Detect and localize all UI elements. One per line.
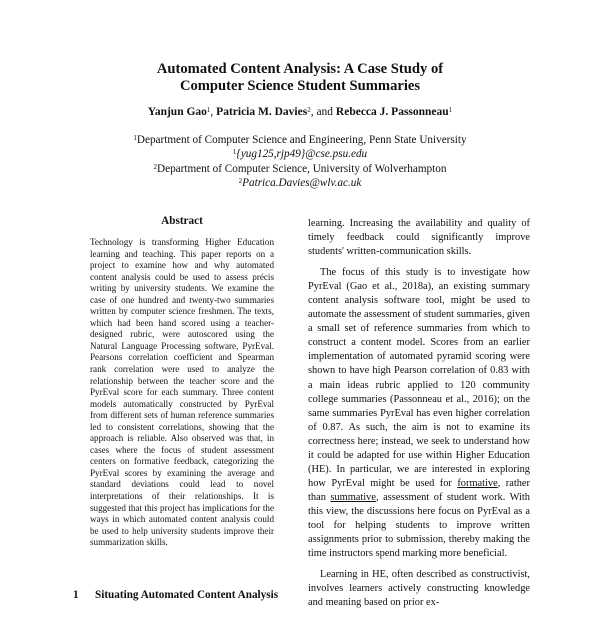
affiliation-2-text: Department of Computer Science, University of Wolverhampton <box>157 162 447 175</box>
right-paragraph-2-end: , assessment of student work. With this view, the discussions here focus on PyrEval as a tool for helping students to improve written assignments prior to submission, thereby making the time instructors spend marking more beneficial. <box>308 491 530 560</box>
right-column <box>308 217 530 617</box>
affiliation-2-email-text[interactable]: Patrica.Davies@wlv.ac.uk <box>242 177 362 190</box>
paper-title <box>0 61 600 95</box>
affiliation-1-email-text[interactable]: {yug125,rjp49}@cse.psu.edu <box>236 148 368 161</box>
affiliation-2-mark: 2 <box>153 162 158 171</box>
right-paragraph-3: Learning in HE, often described as constructivist, involves learners actively constructing knowledge and meaning based on prior ex- <box>308 569 530 609</box>
affiliation-1-email <box>0 147 600 161</box>
author-3: Rebecca J. Passonneau <box>335 106 449 118</box>
title-line-1: Automated Content Analysis: A Case Study of <box>156 61 444 77</box>
right-paragraph-2-start: The focus of this study is to investigate how PyrEval (Gao et al., 2018a), an existing summary content analysis software tool, might be used to automate the assessment of student summaries, given a small set of reference summaries from which to construct a content model. Scores from an earlier implementation of automated pyramid scoring were shown to have high Pearson correlation of 0.83 with a main ideas rubric applied to 120 community college summaries (Passonneau et al., 2016); on the same summaries PyrEval has even higher correlation of 0.87. As such, the aim is not to examine its correctness here; instead, we seek to understand how it could be adapted for use within Higher Education (HE). In particular, we are interested in exploring how PyrEval might be used for <box>308 267 530 489</box>
right-paragraph-2-mid: , rather than <box>308 477 530 503</box>
abstract-paragraph: Technology is transforming Higher Education learning and teaching. This paper reports on a project to examine how and why automated content analysis could be used to assess précis writing by university students. We examine the case of one hundred and twenty-two summaries written by computer science freshmen. The texts, which had been hand scored using a teacher-designed rubric, were autoscored using the Natural Language Processing software, PyrEval. Pearsons correlation coefficient and Spearman rank correlation were used to analyze the relationship between the teacher score and the PyrEval score for each summary. Three content models automatically constructed by PyrEval from different sets of human reference summaries led to consistent correlations, showing that the approach is reliable. Also observed was that, in cases where the focus of student assessment centers on formative feedback, categorizing the PyrEval scores by examining the average and standard deviations could lead to novel interpretations of their relationships. It is suggested that this project has implications for the ways in which automated content analysis could be used to help university students improve their summarization skills. <box>90 237 274 548</box>
author-separator-2: , and <box>310 106 336 118</box>
affiliation-1-mark: 1 <box>133 134 137 142</box>
author-1-affil-mark: 1 <box>206 106 211 114</box>
affiliations <box>0 133 600 191</box>
affiliation-2-email-mark: 2 <box>238 177 243 186</box>
abstract-section <box>90 214 274 549</box>
title-line-2: Computer Science Student Summaries <box>179 78 421 94</box>
affiliation-2 <box>0 162 600 176</box>
author-1: Yanjun Gao <box>147 106 207 118</box>
abstract-heading: Abstract <box>161 215 203 227</box>
affiliation-1 <box>0 133 600 147</box>
formative-term: formative <box>457 477 498 489</box>
right-paragraph-1: learning. Increasing the availability and quality of timely feedback could significantly improve students' written-communication skills. <box>308 218 530 258</box>
author-list <box>0 105 600 119</box>
affiliation-1-email-mark: 1 <box>232 148 237 157</box>
abstract-body <box>90 237 274 549</box>
right-paragraph-2 <box>308 266 530 561</box>
author-2-affil-mark: 2 <box>307 106 311 114</box>
section-1-title: Situating Automated Content Analysis <box>95 589 279 601</box>
author-3-affil-mark: 1 <box>448 106 453 114</box>
author-separator-1: , <box>210 106 217 118</box>
section-1-number: 1 <box>73 589 79 601</box>
affiliation-2-email <box>0 176 600 190</box>
summative-term: summative <box>330 491 376 503</box>
affiliation-1-text: Department of Computer Science and Engineering, Penn State University <box>136 134 467 146</box>
author-2: Patricia M. Davies <box>216 106 308 118</box>
